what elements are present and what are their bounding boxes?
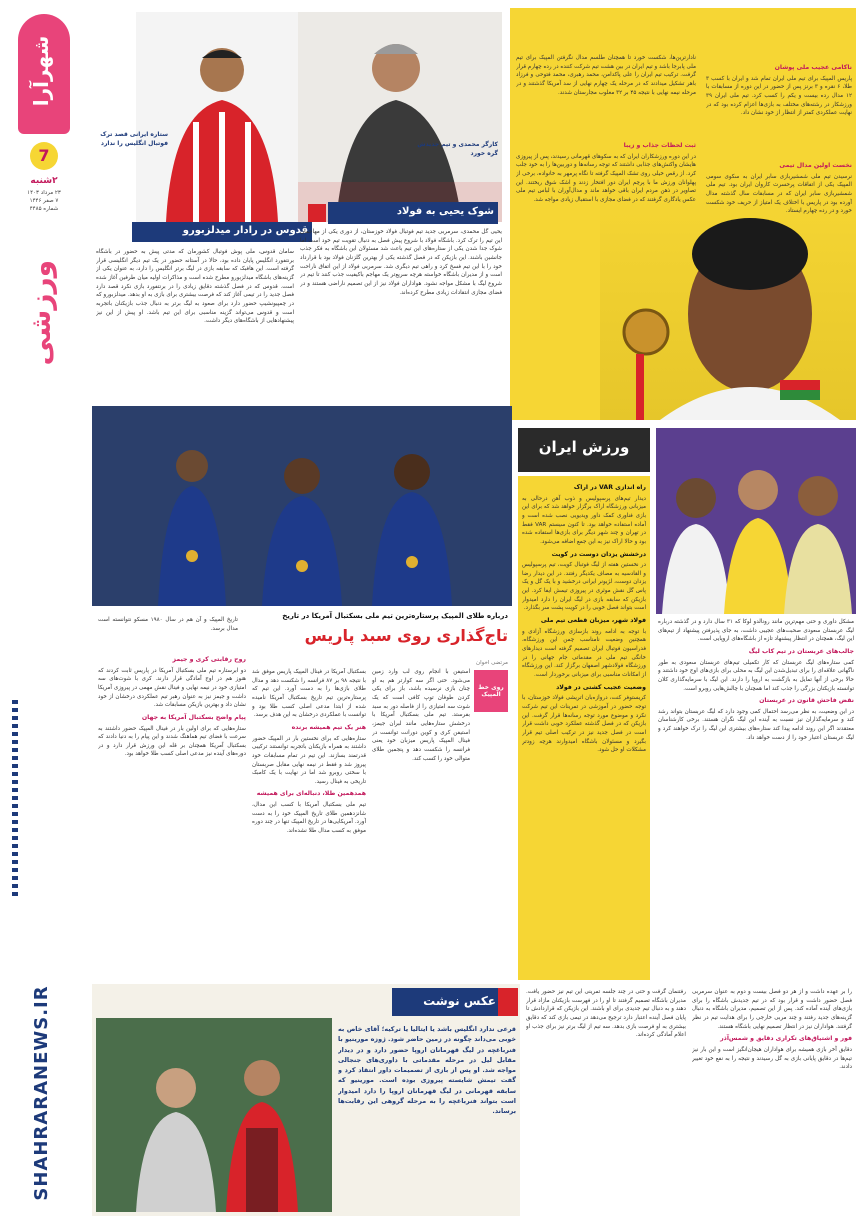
world-text-2: در این وضعیت، به نظر می‌رسد احتمال کمی وجود دارد که لیگ عربستان بتواند رشد کند و سرمایه‌گذاران نیز نسبت به آینده این لیگ نگران هستند. برخی کارشناسان معتقدند اگر این روند ادامه پیدا کند ستاره‌های بیشتری این لیگ را ترک خواهند کرد و لیگ عربستان اعتبار خود را از دست خواهد داد. — [658, 708, 854, 741]
photo-section — [92, 984, 856, 1216]
headline-big: تاج‌گذاری روی سبد پاریس — [304, 626, 508, 645]
sport-word: ورزشی — [24, 260, 57, 366]
gold-text: نرسیدن تیم ملی شمشیربازی سابر ایران به سکوی سومی المپیک یکی از اتفاقات پرحسرت کاروان ایران بود. تیم ملی شمشیربازی سابر ایران که در مسابقات سال گذشته مدال آورده بود در پاریس با اختلاف یک امتیاز از حریف خود شکست خورد و در رده چهارم ایستاد. — [706, 173, 852, 215]
bball-col1: استیفن با انجام روی لب وارد زمین می‌شود. حتی اگر سه کوارتر هم به او چنان بازی نرسیده باشد، باز برای یکی کردن طوفان توپ کافی است که یک شوت سه امتیازی را از فاصله دور به سبد بفرستد. تیم ملی بسکتبال آمریکا با درخشش ستاره‌هایی مانند لبران جیمز، استیفن کری و کوین دورانت توانست در فینال المپیک پاریس میزبان خود یعنی فرانسه را شکست دهد و پنجمین طلای متوالی خود را کسب کند. — [372, 669, 470, 762]
photo-section-title: عکس نوشت — [423, 994, 496, 1008]
caption-right: کارگر محمدی و تیم جدیدش گره خورد — [417, 141, 498, 157]
title-left: قدوس در رادار میدلزبورو — [182, 225, 308, 236]
world-body: مشکل داوری و حتی مهم‌ترین مانند رونالدو لوکا که ۳۱ سال دارد و در گذشته درباره لیگ عربستان سعودی صحبت‌های عجیبی داشت، به جای پذیرفتن پیشنهاد از تیم‌های این لیگ، همچنان در انتظار پیشنهاد تازه از باشگاه‌های اروپایی است. — [658, 619, 854, 643]
olympic-summary-block — [510, 8, 856, 420]
red-accent-badge — [308, 204, 326, 222]
quote-label: ثبت لحظات جذاب و زیبا — [623, 142, 696, 149]
headline-small: درباره طلای المپیک پرستاره‌ترین تیم ملی بسکتبال آمریکا در تاریخ — [282, 612, 508, 620]
left-column-text: نادارترین‌ها، شکست خورد تا همچنان طلسم مدال نگرفتن المپیک برای تیم ملی پابرجا باشد و تیم ایران در بین هشت تیم شرکت کننده در رده چهارم قرار گرفت. ترکیب تیم ایران را علی پاکدامن، محمد رهبری، محمد فتوحی و فرزاد باهر تشکیل میدادند که در مرحله یک چهارم نهایی از سد آمریکا گذشتند و در مرحله نیمه نهایی با نتیجه ۴۵ بر ۳۲ مغلوب مجارستان شدند. — [516, 55, 696, 96]
section-body: پاریس المپیک برای تیم ملی ایران تمام شد و ایران با کسب ۳ طلا، ۶ نقره و ۳ برنز پس از حضور در این دوره از مسابقات با ۱۲ مدال رده بیست و یکم را کسب کرد. تیم ملی ایران ۳۹ ورزشکار در رشته‌های مختلف به بازی‌ها اعزام کرده بود که در نهایت عملکردی کمتر از انتظار از خود نشان داد. — [706, 75, 852, 117]
iran-sport-column — [518, 428, 650, 980]
player-photo-left-art — [136, 12, 298, 222]
side-note: تاریخ المپیک و آن هم در سال ۱۹۸۰ مسکو نتوانسته است مدال برسد. — [98, 617, 238, 632]
page-number: 7 — [30, 142, 58, 170]
basketball-photo-art — [92, 406, 512, 606]
caption-left: ستاره ایرانی قصد ترک فوتبال انگلیس را ندارد — [100, 131, 168, 147]
iran-sport-title: ورزش ایران — [538, 438, 630, 456]
bball-sub3: روح رقابتی کری و جیمز — [172, 656, 246, 663]
date-fa: ۲۳ مرداد ۱۴۰۳ — [27, 190, 61, 196]
quote-text: در این دوره ورزشکاران ایران که به سکوهای قهرمانی رسیدند، پس از پیروزی هایشان واکنش‌های جذابی داشتند که توجه رسانه‌ها و دوربین‌ها را به خود جلب کرد. از رقص خیلی روی تشک المپیک گرفته تا نگاه پرمهر به خانواده، برخی از پهلوانان ورزش ما با پرچم ایران دور افتخار زدند و اشک شوق ریختند. این تصاویر در ذهن مردم ایران باقی خواهد ماند و مدال‌آوران با لباس تیم ملی عکس یادگاری گرفتند که در فضای مجازی با استقبال زیادی مواجه شد. — [516, 153, 696, 203]
bball-col3: ستاره‌هایی که برای نخستین بار در المپیک حضور داشتند به همراه بازیکنان باتجربه توانستند ترکیبی قدرتمند بسازند. این تیم در تمام مسابقات خود پیروز شد و فقط در نیمه نهایی مقابل صربستان با سختی روبرو شد اما در نهایت با یک کامبک تاریخی به فینال رسید. — [252, 735, 366, 785]
basketball-photo — [92, 406, 512, 606]
badge-text: روی خط المپیک — [478, 684, 504, 698]
photo-caption: قرعی ندارد انگلیس باشد یا ایتالیا یا ترکیه؛ آقای خاص به خوبی می‌داند چگونه در زمین حاضر شود. ژوزه مورینیو با فنرباغچه در لیگ قهرمانان اروپا حضور دارد و در دیدار مقابل لیل در مرحله مقدماتی با داوری‌های جنجالی مواجه شد. او پس از بازی از تصمیمات داور انتقاد کرد و گفت تیمش شایسته پیروزی بوده است. مورینیو که سابقه قهرمانی در لیگ قهرمانان اروپا را دارد امیدوار است بتواند فنرباغچه را به مرحله گروهی این رقابت‌ها برساند. — [338, 1025, 516, 1115]
photo-section-badge — [498, 988, 518, 1016]
body-right: یحیی گل محمدی، سرمربی جدید تیم فوتبال فولاد خوزستان، از دوری یکی از مهاجمان این تیم را ترک کرد. باشگاه فولاد با شروع پیش فصل به دنبال تقویت تیم خود است اما شوک جدا شدن یکی از ستاره‌های این تیم باعث شد مسئولان این باشگاه به فکر جذب جانشین باشند. این بازیکن که در فصل گذشته یکی از بهترین گلزنان فولاد بود با قرارداد خود را با این تیم فسخ کرد و راهی تیم دیگری شد. سرمربی فولاد از این اتفاق ناراحت است و از مدیران باشگاه خواسته هرچه سریع‌تر یک مهاجم باکیفیت جذب کنند تا تیم در شروع لیگ با مشکل مواجه نشود. هواداران فولاد نیز از این تصمیم ناراضی هستند و در فضای مجازی انتقادات زیادی مطرح کرده‌اند. — [300, 229, 502, 296]
world-heading-1: جالب‌های عربستان در تیم کاب لیگ — [748, 647, 854, 655]
player-photo-left — [136, 12, 298, 222]
issue-number: شماره ۴۴۸۵ — [29, 206, 59, 212]
player-photo-right — [296, 12, 502, 222]
world-text-1: کمی ستاره‌های لیگ عربستان که کار تکمیلی تیم‌های عربستان سعودی به طور ناگهانی علاقه‌ای را برای تبدیل‌شدن این لیگ به محلی برای بازی‌های اوج خود داشتند و حالا برخی از آنها تمایل به بازگشت به اروپا را دارند. این لیگ با سرمایه‌گذاری کلان توانسته بازیکنان بزرگی را جذب کند اما همچنان با چالش‌هایی روبرو است. — [658, 659, 854, 692]
world-sport-column — [656, 428, 856, 980]
body-left: سامان قدوس، ملی پوش فوتبال کشورمان که مدتی پیش به حضور در باشگاه برنتفورد انگلیس پایان داده بود، حالا در آستانه حضور در یک تیم دیگر انگلیسی قرار گرفته است. این هافبک که سابقه بازی در لیگ برتر انگلیس را دارد، به عنوان یکی از گزینه‌های باشگاه میدلزبورو مطرح شده است و مذاکرات اولیه میان طرفین آغاز شده است. قدوس که در فصل گذشته دقایق زیادی را در برنتفورد بازی نکرد قصد دارد فصل جدید را در تیمی آغاز کند که فرصت بیشتری برای بازی به او بدهد. میدلزبورو که در چمپیونشیپ حضور دارد برای صعود به لیگ برتر به دنبال جذب بازیکنان باتجربه است و قدوس می‌تواند گزینه مناسبی برای این تیم باشد. او پیش از این نیز پیشنهادهایی از باشگاه‌های دیگر داشت. — [96, 249, 294, 325]
bball-col6: ستاره‌هایی که برای اولین بار در فینال المپیک حضور داشتند به سرعت با فضای تیم هماهنگ شدند و این پیام را به دنیا دادند که بسکتبال آمریکا همچنان بر قله این ورزش قرار دارد و در دوره‌های آینده نیز مدعی اصلی کسب طلا خواهد بود. — [98, 725, 246, 758]
bball-col2: بسکتبال آمریکا در فینال المپیک پاریس موفق شد با نتیجه ۹۸ بر ۸۷ فرانسه را شکست دهد و مدال طلای بازی‌ها را به دست آورد. این تیم که پرستاره‌ترین تیم تاریخ بسکتبال آمریکا نامیده شده از ابتدا مدعی اصلی کسب طلا بود و توانست با عملکردی درخشان به این هدف برسد. — [252, 669, 366, 719]
bball-sub4: پیام واضح بسکتبال آمریکا به جهان — [141, 713, 246, 721]
photo-col-a: رفتنمان گرفت و حتی در چند جلسه تمرینی این تیم نیز حضور یافت. مدیران باشگاه تصمیم گرفتند تا او را در فهرست بازیکنان مازاد قرار دهند و به دنبال تیم جدیدی برای او باشند. این بازیکن که قراردادش تا پایان فصل آینده اعتبار دارد ترجیح می‌دهد در تیمی بازی کند که دقایق بیشتری به او فرصت بازی بدهد. سه تیم از لیگ برتر نیز برای جذب او اعلام آمادگی کرده‌اند. — [526, 989, 686, 1039]
saudi-players-photo-art — [656, 428, 856, 614]
football-stories — [92, 8, 506, 408]
iran-item-head-1: درخشش یزدان دوست در کویت — [551, 550, 646, 558]
section-label: ناکامی عجیب ملی پوشان — [774, 64, 852, 71]
author: مرتضی اخوان — [476, 660, 508, 666]
mourinho-photo — [96, 1018, 332, 1212]
masthead-bar-stripe — [12, 700, 18, 900]
iran-item-head-3: وضعیت عجیب کشتی در فولاد — [556, 683, 646, 691]
iran-item-text-2: با توجه به ادامه روند بازسازی ورزشگاه آزادی و همچنین وضعیت نامناسب چمن این ورزشگاه، فدراسیون فوتبال ایران تصمیم گرفته است دیدارهای خانگی تیم ملی در مقدماتی جام جهانی را در ورزشگاه فولادشهر اصفهان برگزار کند. این ورزشگاه از امکانات مناسبی برای میزبانی برخوردار است. — [522, 628, 646, 678]
player-photo-right-art — [296, 12, 502, 222]
weekday: ۲شنبه — [30, 176, 58, 186]
masthead — [0, 0, 88, 1220]
gold-label: نخست اولین مدال تیمی — [779, 162, 852, 169]
bball-col4: تیم ملی بسکتبال آمریکا با کسب این مدال، شانزدهمین طلای تاریخ المپیک خود را به دست آورد. آمریکایی‌ها در تاریخ المپیک تنها در چند دوره موفق به کسب مدال طلا نشده‌اند. — [252, 802, 366, 835]
date-hijri: ۷ صفر ۱۴۴۶ — [29, 198, 59, 204]
photo-col-b: را بر عهده داشت و از هر دو فصل بیست و دوم به عنوان سرمربی فصل حضور داشت و قرار بود که در تیم جدیدش باشگاه را برای بازی‌های آینده آماده کند. پس از این تصمیم، مدیران باشگاه به دنبال گزینه‌های جدید رفتند و چند مربی خارجی را برای هدایت تیم در نظر گرفتند. هواداران نیز در انتظار تصمیم نهایی باشگاه هستند. — [692, 989, 852, 1030]
bball-sub1: هنر یک تیم همیشه برنده — [291, 723, 366, 731]
photo-col-c: دقایق آخر بازی همیشه برای هواداران هیجان‌انگیز است و این بار نیز تیم‌ها در دقایق پایانی بازی به گل رسیدند و نتیجه را به نفع خود تغییر دادند. — [692, 1046, 852, 1071]
title-right: شوک یحیی به فولاد — [396, 206, 494, 217]
iran-item-text-3: کریستوفر کنت، دروازه‌بان اتریشی فولاد خوزستان، با توجه حضور در آموزشی در تمرینات این تیم شرکت نکرد و موضوع مورد توجه رسانه‌ها قرار گرفت. این بازیکن که در فصل گذشته عملکرد خوبی داشت قرار است در فصل جدید نیز در ترکیب اصلی تیم قرار بگیرد و مسئولان باشگاه امیدوارند هرچه زودتر مشکلات او حل شود. — [522, 695, 646, 754]
iran-item-text-0: دیدار تیم‌های پرسپولیس و ذوب آهن درحالی به میزبانی ورزشگاه اراک برگزار خواهد شد که برای این بازی فناوری کمک داور ویدیویی نصب شده است و آماده استفاده خواهد بود. تا کنون سیستم VAR فقط در تهران و چند شهر دیگر برای بازی‌ها استفاده شده بود و حالا اراک نیز به این جمع اضافه می‌شود. — [522, 495, 646, 545]
iran-item-head-0: راه اندازی VAR در اراک — [573, 484, 646, 491]
bball-sub2: همدهمین طلا، دنباله‌ای برای همیشه — [256, 790, 366, 798]
bball-col5: دو ابرستاره تیم ملی بسکتبال آمریکا در پاریس ثابت کردند که هنوز هم در اوج آمادگی قرار دارند. کری با شوت‌های سه امتیازی خود در نیمه نهایی و فینال نقش مهمی در پیروزی آمریکا داشت و جیمز نیز به عنوان رهبر تیم عملکردی درخشان از خود نشان داد و بهترین بازیکن مسابقات شد. — [98, 667, 246, 709]
saudi-players-photo — [656, 428, 856, 614]
photo-sub: فور و اشتیاق‌های تکراری دقایق و شمس‌آذر — [720, 1035, 852, 1043]
masthead-logo-text: شهرآرا — [29, 35, 53, 107]
site-url: SHAHRARANEWS.IR — [31, 985, 52, 1201]
mourinho-photo-art — [96, 1018, 332, 1212]
basketball-story — [92, 406, 512, 980]
iran-item-head-2: فولاد شهر، میزبان قطعی تیم ملی — [540, 617, 646, 625]
world-heading-2: نقض فاحش قانون در عربستان — [759, 697, 854, 705]
iran-item-text-1: در نخستین هفته از لیگ فوتبال کویت، تیم پرسپولیس و القادسیه به مصاف یکدیگر رفتند. در این دیدار رضا یزدان دوست، لژیونر ایرانی درخشید و با یک گل و یک پاس گل نقش موثری در پیروزی تیمش ایفا کرد. این بازیکن که سابقه بازی در لیگ ایران را دارد امیدوار است بتواند فصل خوبی را در کویت پشت سر بگذارد. — [522, 562, 646, 612]
